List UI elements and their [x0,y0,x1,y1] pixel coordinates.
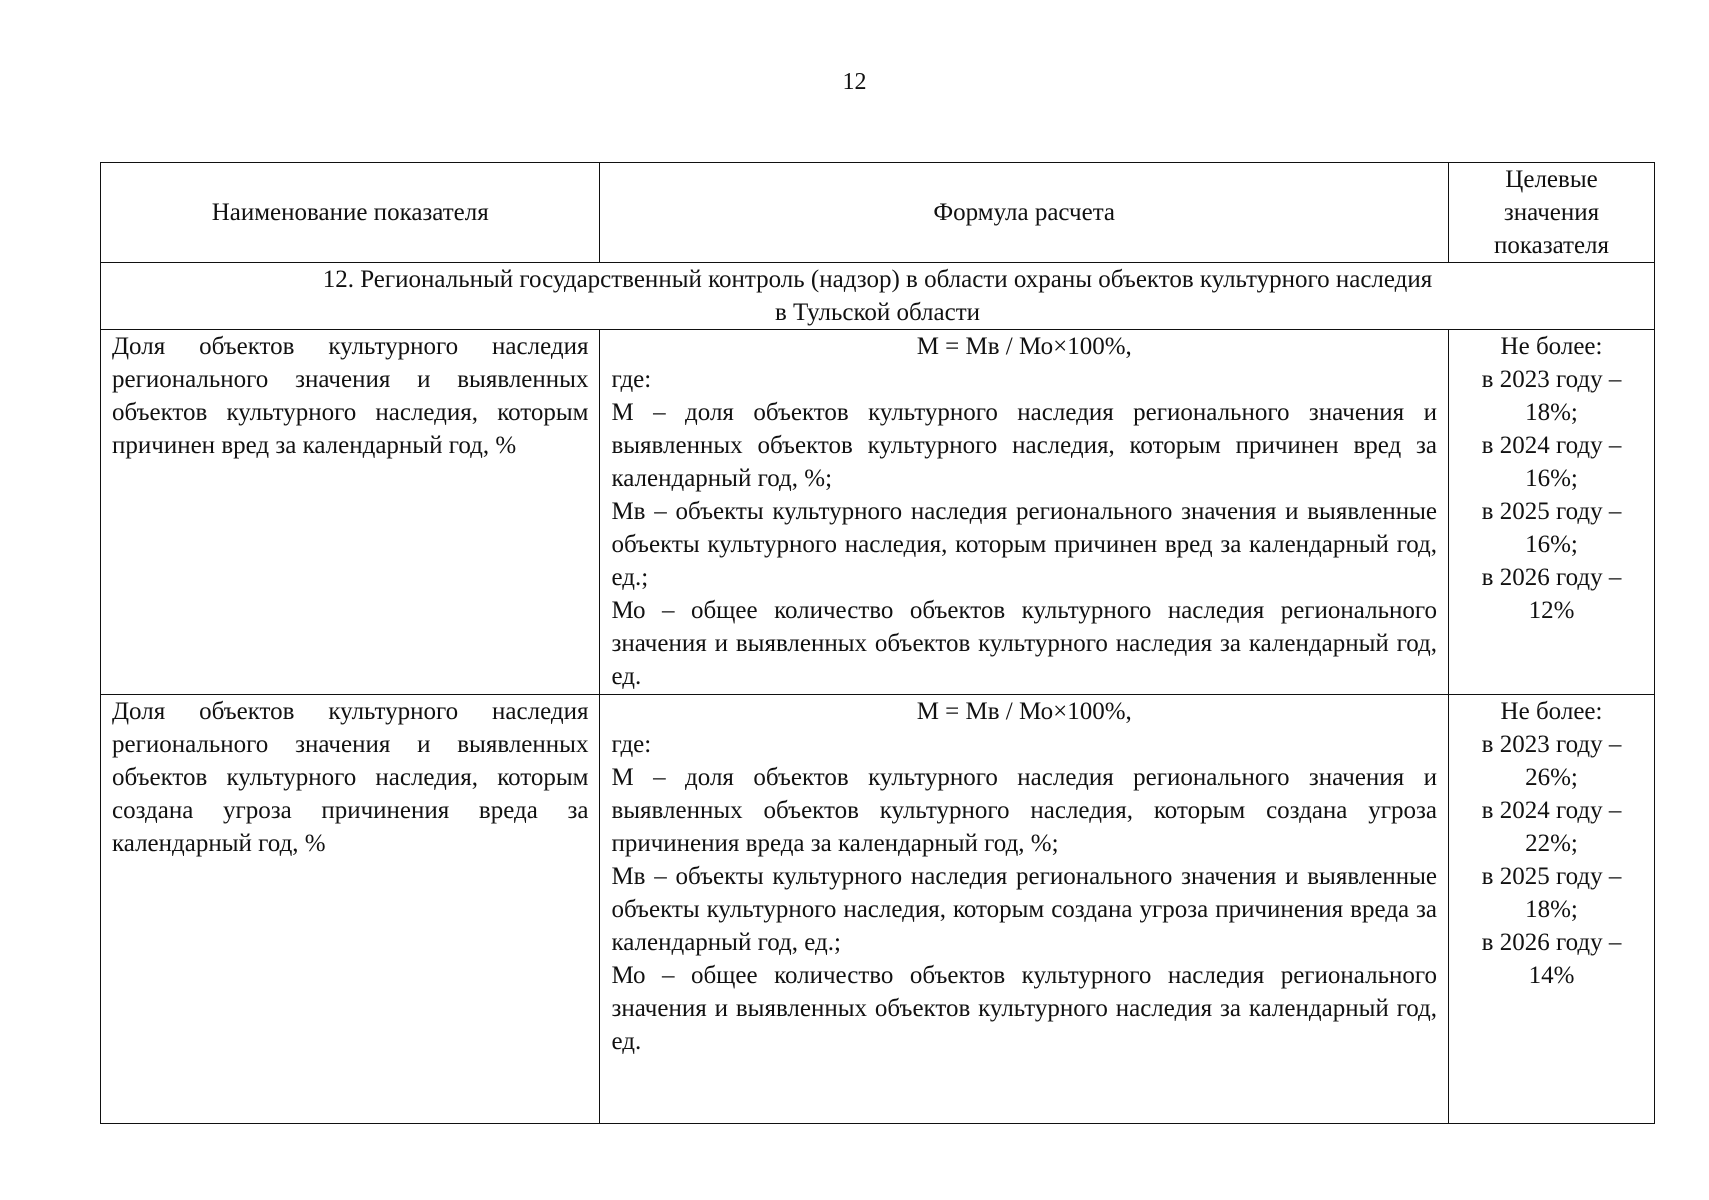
table-row [101,330,1655,695]
target-line: 26%; [1525,764,1578,791]
target-line: 16%; [1525,531,1578,558]
target-line: Не более: [1500,698,1603,725]
table-row [101,695,1655,1124]
target-line: 22%; [1525,830,1578,857]
indicator-name: Доля объектов культурного наследия регионального значения и выявленных объектов культурного наследия, которым причинен вред за календарный год, % [101,330,600,695]
target-line: в 2025 году – [1481,863,1622,890]
formula-where: где: [611,366,652,393]
formula: М = Мв / Мо×100%, [916,333,1132,360]
target-values [1449,695,1655,1124]
indicator-name: Доля объектов культурного наследия регионального значения и выявленных объектов культурного наследия, которым создана угроза причинения вреда за календарный год, % [101,695,600,1124]
target-line: в 2026 году – [1481,929,1622,956]
section-title-line-2: в Тульской области [774,299,981,326]
indicators-table [100,162,1655,1124]
target-line: в 2025 году – [1481,498,1622,525]
page-number: 12 [842,69,867,95]
section-title-line-1: 12. Региональный государственный контроль (надзор) в области охраны объектов культурного наследия [322,266,1433,293]
definition-mo: Мо – общее количество объектов культурного наследия регионального значения и выявленных объектов культурного наследия за календарный год, ед. [611,597,1438,690]
formula-cell [600,695,1449,1124]
formula-where: где: [611,731,652,758]
target-line: в 2023 году – [1481,731,1622,758]
formula: М = Мв / Мо×100%, [916,698,1132,725]
formula-cell [600,330,1449,695]
target-line: 14% [1528,962,1575,989]
header-formula: Формула расчета [600,163,1449,263]
definition-mv: Мв – объекты культурного наследия регионального значения и выявленные объекты культурного наследия, которым создана угроза причинения вреда за календарный год, ед.; [611,863,1438,956]
target-values [1449,330,1655,695]
target-line: в 2023 году – [1481,366,1622,393]
target-line: 12% [1528,597,1575,624]
header-indicator-name: Наименование показателя [101,163,600,263]
target-line: 18%; [1525,896,1578,923]
target-line: в 2024 году – [1481,797,1622,824]
target-line: 18%; [1525,399,1578,426]
definition-m: М – доля объектов культурного наследия регионального значения и выявленных объектов культурного наследия, которым создана угроза причинения вреда за календарный год, %; [611,764,1438,857]
target-line: в 2024 году – [1481,432,1622,459]
definition-mv: Мв – объекты культурного наследия регионального значения и выявленные объекты культурного наследия, которым причинен вред за календарный год, ед.; [611,498,1438,591]
header-target-values: Целевые значения показателя [1449,163,1655,263]
table-header-row [101,163,1655,263]
definition-m: М – доля объектов культурного наследия регионального значения и выявленных объектов культурного наследия, которым причинен вред за календарный год, %; [611,399,1438,492]
definition-mo: Мо – общее количество объектов культурного наследия регионального значения и выявленных объектов культурного наследия за календарный год, ед. [611,962,1438,1055]
section-title [101,263,1655,330]
target-line: 16%; [1525,465,1578,492]
target-line: в 2026 году – [1481,564,1622,591]
target-line: Не более: [1500,333,1603,360]
section-row [101,263,1655,330]
